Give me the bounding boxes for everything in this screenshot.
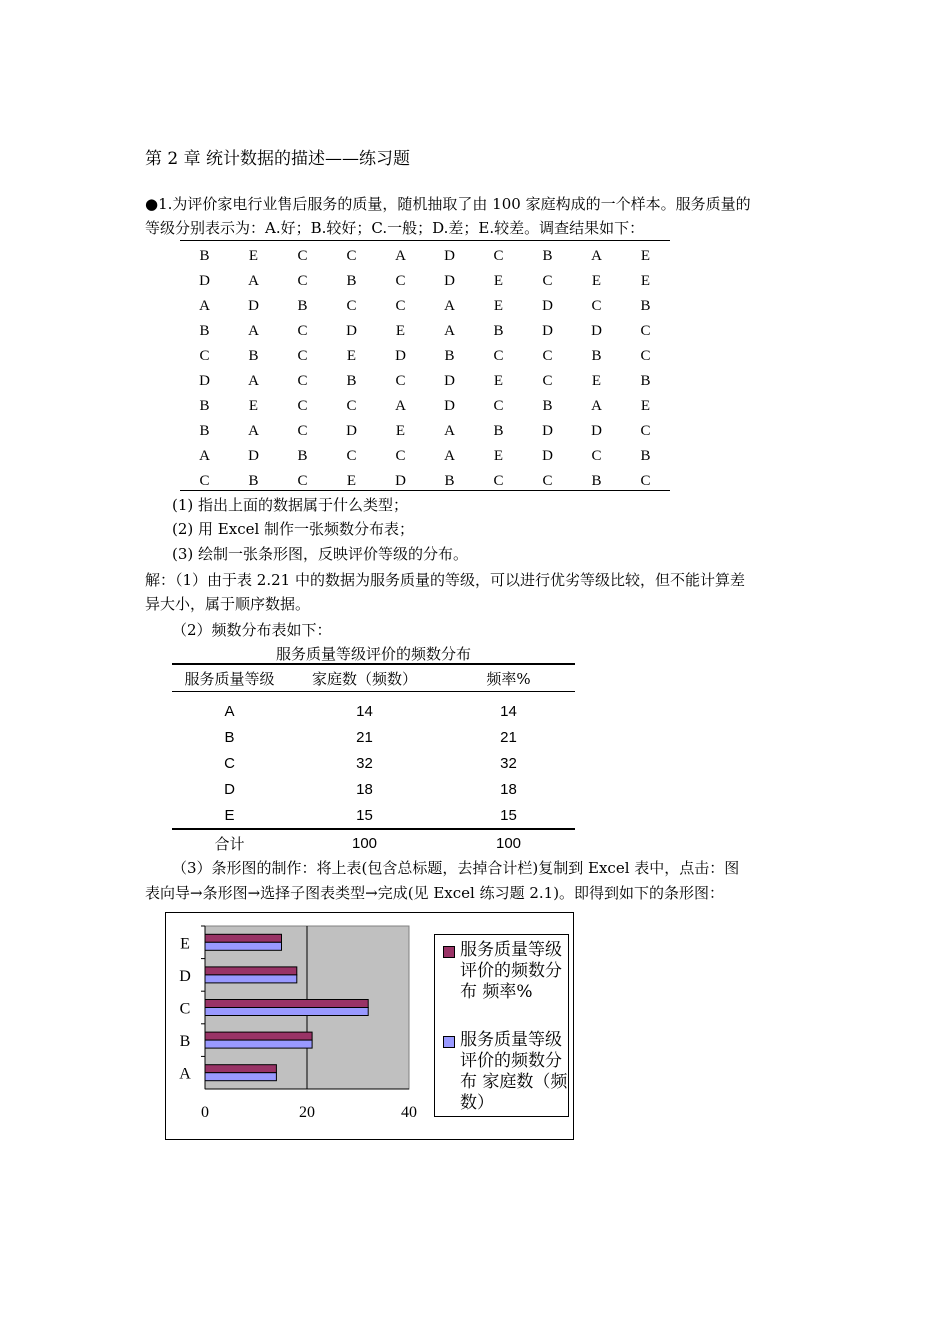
grid-cell: A xyxy=(444,323,455,339)
grid-cell: E xyxy=(493,273,504,289)
grid-cell: B xyxy=(444,473,455,489)
bar-B-series1 xyxy=(205,1032,312,1040)
cell-frequency: 14 xyxy=(356,702,373,720)
cell-grade: E xyxy=(224,806,235,824)
cell-percent: 32 xyxy=(500,754,517,772)
grid-cell: C xyxy=(542,473,553,489)
grid-cell: E xyxy=(395,423,406,439)
grid-cell: C xyxy=(346,298,357,314)
grid-cell: C xyxy=(297,273,308,289)
grid-cell: E xyxy=(493,448,504,464)
grid-bottom-rule xyxy=(180,490,670,491)
cell-percent: 21 xyxy=(500,728,517,746)
grid-cell: B xyxy=(542,398,553,414)
grid-cell: C xyxy=(395,298,406,314)
cell-frequency: 32 xyxy=(356,754,373,772)
sub-question-3: (3) 绘制一张条形图，反映评价等级的分布。 xyxy=(172,545,469,563)
grid-cell: D xyxy=(542,298,553,314)
grid-cell: A xyxy=(199,448,210,464)
grid-cell: C xyxy=(640,473,651,489)
grid-cell: C xyxy=(493,248,504,264)
grid-cell: D xyxy=(542,448,553,464)
grid-cell: D xyxy=(346,323,357,339)
table-row xyxy=(172,698,575,724)
total-percent: 100 xyxy=(495,834,522,852)
grid-cell: B xyxy=(248,473,259,489)
cell-grade: A xyxy=(224,702,235,720)
answer-1-line-2: 异大小，属于顺序数据。 xyxy=(145,595,311,613)
total-frequency: 100 xyxy=(351,834,378,852)
grid-cell: B xyxy=(248,348,259,364)
grid-cell: C xyxy=(395,448,406,464)
grid-cell: E xyxy=(493,298,504,314)
header-percent: 频率% xyxy=(486,669,531,688)
grid-cell: D xyxy=(444,273,455,289)
grid-cell: A xyxy=(591,248,602,264)
grid-cell: A xyxy=(248,273,259,289)
grid-cell: C xyxy=(346,448,357,464)
grid-cell: B xyxy=(199,323,210,339)
grid-cell: D xyxy=(248,448,259,464)
grid-cell: B xyxy=(640,448,651,464)
cell-percent: 18 xyxy=(500,780,517,798)
grid-cell: B xyxy=(346,373,357,389)
grid-cell: B xyxy=(199,423,210,439)
grid-cell: E xyxy=(640,398,651,414)
grid-row xyxy=(180,369,670,394)
grid-row xyxy=(180,344,670,369)
bar-A-series2 xyxy=(205,1073,276,1081)
grid-cell: E xyxy=(493,373,504,389)
grid-cell: D xyxy=(542,323,553,339)
grid-row xyxy=(180,444,670,469)
grid-cell: D xyxy=(542,423,553,439)
bar-A-series1 xyxy=(205,1065,276,1073)
x-tick-label: 40 xyxy=(401,1104,417,1121)
grid-cell: B xyxy=(640,298,651,314)
sub-question-1: (1) 指出上面的数据属于什么类型； xyxy=(172,496,409,514)
grid-cell: A xyxy=(444,448,455,464)
table-row xyxy=(172,724,575,750)
category-label-C: C xyxy=(179,1000,191,1018)
grid-cell: C xyxy=(297,348,308,364)
table-row xyxy=(172,750,575,776)
grid-cell: B xyxy=(591,473,602,489)
grid-cell: C xyxy=(297,473,308,489)
grid-cell: A xyxy=(444,298,455,314)
x-tick-label: 20 xyxy=(299,1104,315,1121)
question-line-1: ●1.为评价家电行业售后服务的质量，随机抽取了由 100 家庭构成的一个样本。服务质量的 xyxy=(145,195,751,213)
grid-cell: A xyxy=(395,398,406,414)
grid-cell: B xyxy=(591,348,602,364)
grid-cell: C xyxy=(297,423,308,439)
page-title: 第 2 章 统计数据的描述——练习题 xyxy=(145,149,411,169)
grid-cell: C xyxy=(395,273,406,289)
table-header-row xyxy=(172,665,575,691)
grid-cell: B xyxy=(542,248,553,264)
table-title: 服务质量等级评价的频数分布 xyxy=(275,645,471,663)
cell-grade: D xyxy=(224,780,235,798)
grid-cell: D xyxy=(395,473,406,489)
grid-cell: D xyxy=(444,373,455,389)
category-label-A: A xyxy=(179,1065,191,1083)
grid-cell: C xyxy=(640,423,651,439)
bar-E-series2 xyxy=(205,942,282,950)
cell-grade: C xyxy=(224,754,235,772)
grid-cell: C xyxy=(395,373,406,389)
grid-cell: A xyxy=(591,398,602,414)
grid-cell: A xyxy=(248,323,259,339)
x-tick-label: 0 xyxy=(201,1104,209,1121)
grid-cell: C xyxy=(346,398,357,414)
grid-cell: B xyxy=(640,373,651,389)
grid-cell: A xyxy=(395,248,406,264)
grid-cell: C xyxy=(493,348,504,364)
cell-frequency: 18 xyxy=(356,780,373,798)
grid-cell: E xyxy=(395,323,406,339)
cell-frequency: 21 xyxy=(356,728,373,746)
answer-1-line-1: 解：（1）由于表 2.21 中的数据为服务质量的等级，可以进行优劣等级比较，但不能计算差 xyxy=(145,571,745,589)
grid-cell: C xyxy=(297,373,308,389)
bar-C-series2 xyxy=(205,1008,368,1016)
header-frequency: 家庭数（频数） xyxy=(311,669,417,688)
grid-cell: C xyxy=(591,448,602,464)
bar-chart xyxy=(165,912,435,1138)
grid-cell: D xyxy=(248,298,259,314)
legend-item-1 xyxy=(443,940,568,1003)
grid-cell: C xyxy=(297,323,308,339)
grid-cell: E xyxy=(591,373,602,389)
cell-grade: B xyxy=(224,728,235,746)
grid-cell: E xyxy=(248,398,259,414)
grid-cell: C xyxy=(542,273,553,289)
answer-2: （2）频数分布表如下： xyxy=(172,621,332,639)
grid-row xyxy=(180,319,670,344)
grid-cell: B xyxy=(493,323,504,339)
bar-C-series1 xyxy=(205,1000,368,1008)
category-label-D: D xyxy=(179,967,191,985)
grid-cell: D xyxy=(444,398,455,414)
grid-top-rule xyxy=(180,240,670,241)
bar-D-series1 xyxy=(205,967,297,975)
grid-cell: C xyxy=(199,348,210,364)
legend-label-2: 服务质量等级评价的频数分布 家庭数（频数） xyxy=(460,1030,568,1113)
grid-cell: E xyxy=(346,348,357,364)
grid-cell: A xyxy=(248,423,259,439)
grid-cell: E xyxy=(591,273,602,289)
category-label-B: B xyxy=(179,1033,191,1051)
grid-cell: A xyxy=(248,373,259,389)
grid-row xyxy=(180,294,670,319)
sub-question-2: (2) 用 Excel 制作一张频数分布表； xyxy=(172,520,415,538)
legend-swatch-1 xyxy=(443,946,455,958)
answer-3-line-2: 表向导→条形图→选择子图表类型→完成(见 Excel 练习题 2.1)。即得到如下的条形图： xyxy=(145,884,725,902)
grid-cell: B xyxy=(199,248,210,264)
grid-cell: B xyxy=(444,348,455,364)
total-label: 合计 xyxy=(214,834,245,853)
frequency-table xyxy=(172,663,575,856)
grid-cell: C xyxy=(591,298,602,314)
grid-cell: A xyxy=(199,298,210,314)
grid-cell: D xyxy=(346,423,357,439)
grid-cell: C xyxy=(640,323,651,339)
grid-cell: B xyxy=(199,398,210,414)
grid-cell: C xyxy=(640,348,651,364)
grid-row xyxy=(180,419,670,444)
bar-E-series1 xyxy=(205,934,282,942)
grid-row xyxy=(180,394,670,419)
table-row xyxy=(172,802,575,828)
grid-cell: A xyxy=(444,423,455,439)
grid-row xyxy=(180,269,670,294)
grid-cell: D xyxy=(444,248,455,264)
grid-cell: B xyxy=(297,448,308,464)
cell-frequency: 15 xyxy=(356,806,373,824)
grid-cell: D xyxy=(591,423,602,439)
chart-legend xyxy=(434,934,569,1117)
survey-data-grid xyxy=(180,244,670,494)
grid-cell: D xyxy=(199,373,210,389)
header-grade: 服务质量等级 xyxy=(184,669,275,688)
answer-3-line-1: （3）条形图的制作：将上表(包含总标题，去掉合计栏)复制到 Excel 表中，点击：图 xyxy=(172,859,740,877)
bar-B-series2 xyxy=(205,1040,312,1048)
grid-cell: C xyxy=(493,398,504,414)
grid-cell: C xyxy=(542,373,553,389)
grid-cell: E xyxy=(346,473,357,489)
grid-cell: B xyxy=(297,298,308,314)
grid-cell: D xyxy=(395,348,406,364)
category-label-E: E xyxy=(180,935,190,953)
grid-cell: C xyxy=(297,398,308,414)
grid-cell: B xyxy=(493,423,504,439)
cell-percent: 14 xyxy=(500,702,517,720)
grid-cell: E xyxy=(248,248,259,264)
grid-cell: C xyxy=(542,348,553,364)
grid-cell: C xyxy=(297,248,308,264)
grid-cell: B xyxy=(346,273,357,289)
grid-cell: C xyxy=(346,248,357,264)
cell-percent: 15 xyxy=(500,806,517,824)
question-line-2: 等级分别表示为：A.好；B.较好；C.一般；D.差；E.较差。调查结果如下： xyxy=(145,219,645,237)
table-total-row xyxy=(172,830,575,856)
grid-cell: C xyxy=(493,473,504,489)
legend-swatch-2 xyxy=(443,1036,455,1048)
grid-row xyxy=(180,244,670,269)
grid-cell: D xyxy=(591,323,602,339)
grid-cell: C xyxy=(199,473,210,489)
table-row xyxy=(172,776,575,802)
grid-cell: E xyxy=(640,248,651,264)
legend-label-1: 服务质量等级评价的频数分布 频率% xyxy=(460,940,562,1002)
bar-D-series2 xyxy=(205,975,297,983)
grid-cell: E xyxy=(640,273,651,289)
legend-item-2 xyxy=(443,1030,568,1114)
grid-cell: D xyxy=(199,273,210,289)
